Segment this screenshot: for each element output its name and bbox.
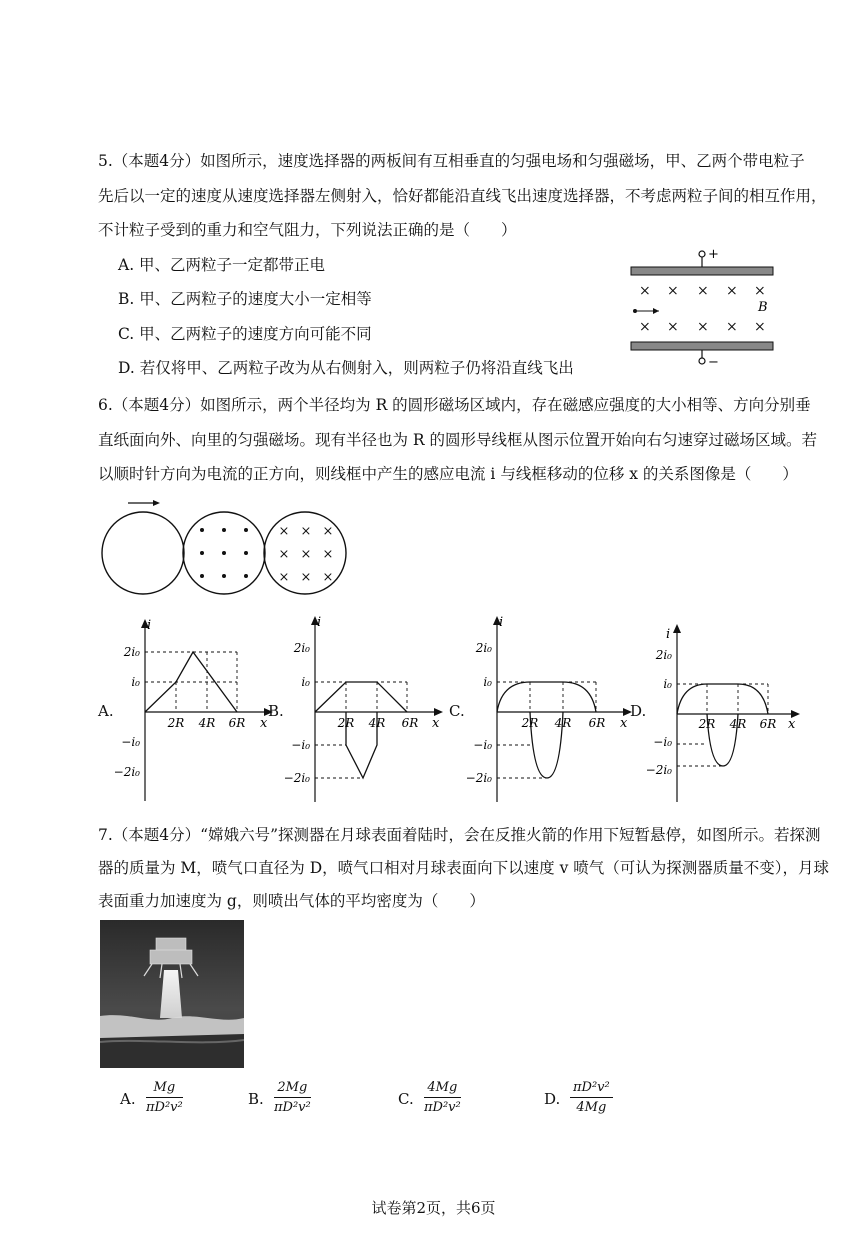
q7-option-b-fraction (274, 1080, 311, 1115)
q7-option-d-letter: D. (544, 1090, 561, 1108)
svg-text:×: × (667, 283, 679, 299)
axis-x: x (788, 717, 796, 732)
svg-text:×: × (278, 524, 290, 539)
q7-stem-line1: 7.（本题4分）“嫦娥六号”探测器在月球表面着陆时，会在反推火箭的作用下短暂悬停，如图所示。若探测 (98, 826, 821, 844)
q6-option-a-letter: A. (98, 702, 114, 720)
tick-2i0: 2i₀ (293, 641, 310, 655)
q5-option-b: B. 甲、乙两粒子的速度大小一定相等 (118, 290, 372, 308)
tick-4r: 4R (729, 717, 747, 731)
svg-text:×: × (754, 283, 766, 299)
plus-terminal: + (708, 247, 719, 262)
q6-stem-line3: 以顺时针方向为电流的正方向，则线框中产生的感应电流 i 与线框移动的位移 x 的关系图像是（ ） (98, 465, 798, 483)
tick-2r: 2R (337, 716, 355, 730)
q5-stem-line3: 不计粒子受到的重力和空气阻力，下列说法正确的是（ ） (98, 221, 517, 239)
q6-stem-line2: 直纸面向外、向里的匀强磁场。现有半径也为 R 的圆形导线框从图示位置开始向右匀速穿过磁场区域。若 (98, 431, 818, 449)
q7-option-a-num: Mg (146, 1080, 183, 1098)
q7-stem-line2: 器的质量为 M，喷气口直径为 D，喷气口相对月球表面向下以速度 v 喷气（可认为探测器质量不变），月球 (98, 859, 830, 877)
axis-x: x (260, 716, 268, 731)
tick-2i0: 2i₀ (475, 641, 492, 655)
graph-c (462, 612, 637, 807)
tick-6r: 6R (401, 716, 419, 730)
minus-terminal: − (708, 355, 719, 370)
graph-d (642, 620, 805, 807)
tick-4r: 4R (554, 716, 572, 730)
tick-4r: 4R (198, 716, 216, 730)
q6-stem-line1: 6.（本题4分）如图所示，两个半径均为 R 的圆形磁场区域内，存在磁感应强度的大小相等、方向分别垂 (98, 396, 811, 414)
svg-text:×: × (697, 319, 709, 335)
axis-i: i (499, 615, 504, 630)
tick-2r: 2R (698, 717, 716, 731)
q7-option-c-num: 4Mg (424, 1080, 461, 1098)
tick-neg-2i0: −2i₀ (645, 763, 672, 777)
q7-option-c-letter: C. (398, 1090, 414, 1108)
lander-photo (100, 920, 244, 1068)
q7-option-a-den: πD²v² (146, 1100, 183, 1115)
tick-neg-i0: −i₀ (291, 738, 310, 752)
svg-text:×: × (726, 319, 738, 335)
q5-stem-line1: 5.（本题4分）如图所示，速度选择器的两板间有互相垂直的匀强电场和匀强磁场，甲、乙两个带电粒子 (98, 152, 805, 170)
tick-6r: 6R (759, 717, 777, 731)
q7-option-c-fraction (424, 1080, 461, 1115)
q7-option-d-den: 4Mg (576, 1100, 607, 1115)
svg-text:×: × (322, 570, 334, 585)
tick-neg-2i0: −2i₀ (113, 765, 140, 779)
tick-neg-2i0: −2i₀ (465, 771, 492, 785)
graph-b (280, 612, 448, 807)
tick-i0: i₀ (483, 675, 492, 689)
svg-text:×: × (278, 570, 290, 585)
axis-x: x (432, 716, 440, 731)
tick-2i0: 2i₀ (123, 645, 140, 659)
tick-6r: 6R (228, 716, 246, 730)
q5-stem-line2: 先后以一定的速度从速度选择器左侧射入，恰好都能沿直线飞出速度选择器，不考虑两粒子间的相互作用， (98, 187, 827, 205)
tick-6r: 6R (588, 716, 606, 730)
tick-neg-i0: −i₀ (473, 738, 492, 752)
tick-2r: 2R (167, 716, 185, 730)
svg-text:×: × (322, 524, 334, 539)
svg-text:×: × (639, 319, 651, 335)
svg-text:×: × (322, 547, 334, 562)
q7-option-a-letter: A. (120, 1090, 136, 1108)
axis-i: i (317, 615, 322, 630)
q7-option-d-num: πD²v² (570, 1080, 613, 1098)
q6-option-c-letter: C. (449, 702, 465, 720)
q6-option-d-letter: D. (630, 702, 647, 720)
q7-option-b-den: πD²v² (274, 1100, 311, 1115)
svg-text:×: × (300, 524, 312, 539)
svg-text:×: × (697, 283, 709, 299)
q7-option-d-fraction (570, 1080, 613, 1115)
q6-option-b-letter: B. (268, 702, 284, 720)
svg-text:×: × (278, 547, 290, 562)
q5-option-c: C. 甲、乙两粒子的速度方向可能不同 (118, 325, 372, 343)
tick-neg-2i0: −2i₀ (283, 771, 310, 785)
svg-text:×: × (726, 283, 738, 299)
svg-text:×: × (754, 319, 766, 335)
svg-text:×: × (667, 319, 679, 335)
tick-2r: 2R (521, 716, 539, 730)
tick-2i0: 2i₀ (655, 648, 672, 662)
velocity-selector-figure (625, 245, 780, 370)
tick-i0: i₀ (131, 675, 140, 689)
page-footer: 试卷第2页，共6页 (371, 1199, 496, 1217)
svg-text:×: × (639, 283, 651, 299)
tick-i0: i₀ (663, 677, 672, 691)
q5-option-d: D. 若仅将甲、乙两粒子改为从右侧射入，则两粒子仍将沿直线飞出 (118, 359, 574, 377)
axis-i: i (147, 618, 152, 633)
tick-4r: 4R (368, 716, 386, 730)
tick-neg-i0: −i₀ (653, 735, 672, 749)
q7-option-c-den: πD²v² (424, 1100, 461, 1115)
q5-option-a: A. 甲、乙两粒子一定都带正电 (118, 256, 326, 274)
svg-text:×: × (300, 570, 312, 585)
svg-text:×: × (300, 547, 312, 562)
q7-option-a-fraction (146, 1080, 183, 1115)
tick-neg-i0: −i₀ (121, 735, 140, 749)
tick-i0: i₀ (301, 675, 310, 689)
q7-stem-line3: 表面重力加速度为 g，则喷出气体的平均密度为（ ） (98, 892, 485, 910)
magnetic-regions-figure (98, 495, 368, 605)
axis-i: i (666, 627, 671, 642)
graph-a (110, 615, 278, 807)
q7-option-b-num: 2Mg (274, 1080, 311, 1098)
q7-option-b-letter: B. (248, 1090, 264, 1108)
axis-x: x (620, 716, 628, 731)
field-label: B (758, 300, 768, 315)
